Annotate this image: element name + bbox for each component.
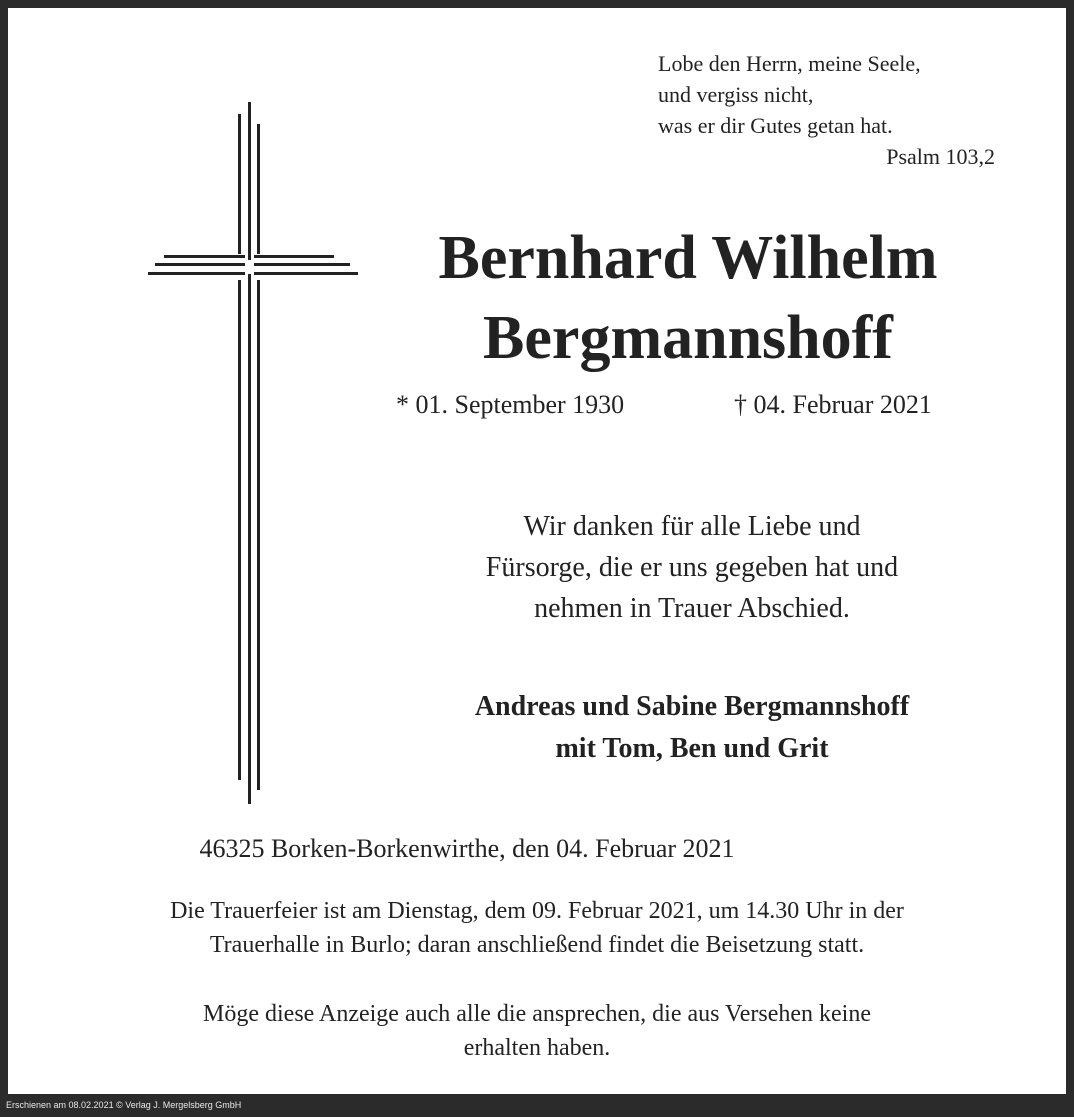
death-date: † 04. Februar 2021 bbox=[734, 390, 932, 419]
family-line-2: mit Tom, Ben und Grit bbox=[555, 733, 829, 764]
publication-footer: Erschienen am 08.02.2021 © Verlag J. Mergelsberg GmbH bbox=[6, 1100, 242, 1110]
verse-reference: Psalm 103,2 bbox=[886, 144, 995, 169]
ceremony-line-2: Trauerhalle in Burlo; daran anschließend findet die Beisetzung statt. bbox=[209, 932, 865, 958]
cross-icon bbox=[138, 102, 362, 804]
obituary-notice bbox=[8, 8, 1066, 1094]
thanks-text bbox=[388, 506, 996, 629]
funeral-details bbox=[8, 894, 1066, 962]
verse-line-2: und vergiss nicht, bbox=[658, 82, 814, 107]
mourning-family bbox=[388, 686, 996, 770]
deceased-name bbox=[388, 218, 988, 378]
verse-line-1: Lobe den Herrn, meine Seele, bbox=[658, 51, 921, 76]
note-line-2: erhalten haben. bbox=[463, 1035, 611, 1061]
thanks-line-3: nehmen in Trauer Abschied. bbox=[534, 593, 850, 624]
deceased-first-names: Bernhard Wilhelm bbox=[438, 224, 938, 292]
notice-note bbox=[8, 997, 1066, 1065]
deceased-surname: Bergmannshoff bbox=[483, 304, 893, 372]
family-line-1: Andreas und Sabine Bergmannshoff bbox=[474, 691, 910, 722]
thanks-line-1: Wir danken für alle Liebe und bbox=[523, 511, 861, 542]
ceremony-line-1: Die Trauerfeier ist am Dienstag, dem 09. Februar 2021, um 14.30 Uhr in der bbox=[170, 898, 904, 924]
psalm-verse bbox=[658, 48, 995, 172]
note-line-1: Möge diese Anzeige auch alle die ansprechen, die aus Versehen keine bbox=[203, 1001, 871, 1027]
birth-date: * 01. September 1930 bbox=[396, 390, 625, 419]
verse-line-3: was er dir Gutes getan hat. bbox=[658, 113, 893, 138]
thanks-line-2: Fürsorge, die er uns gegeben hat und bbox=[485, 552, 899, 583]
place-and-date: 46325 Borken-Borkenwirthe, den 04. Februar 2021 bbox=[199, 834, 735, 863]
